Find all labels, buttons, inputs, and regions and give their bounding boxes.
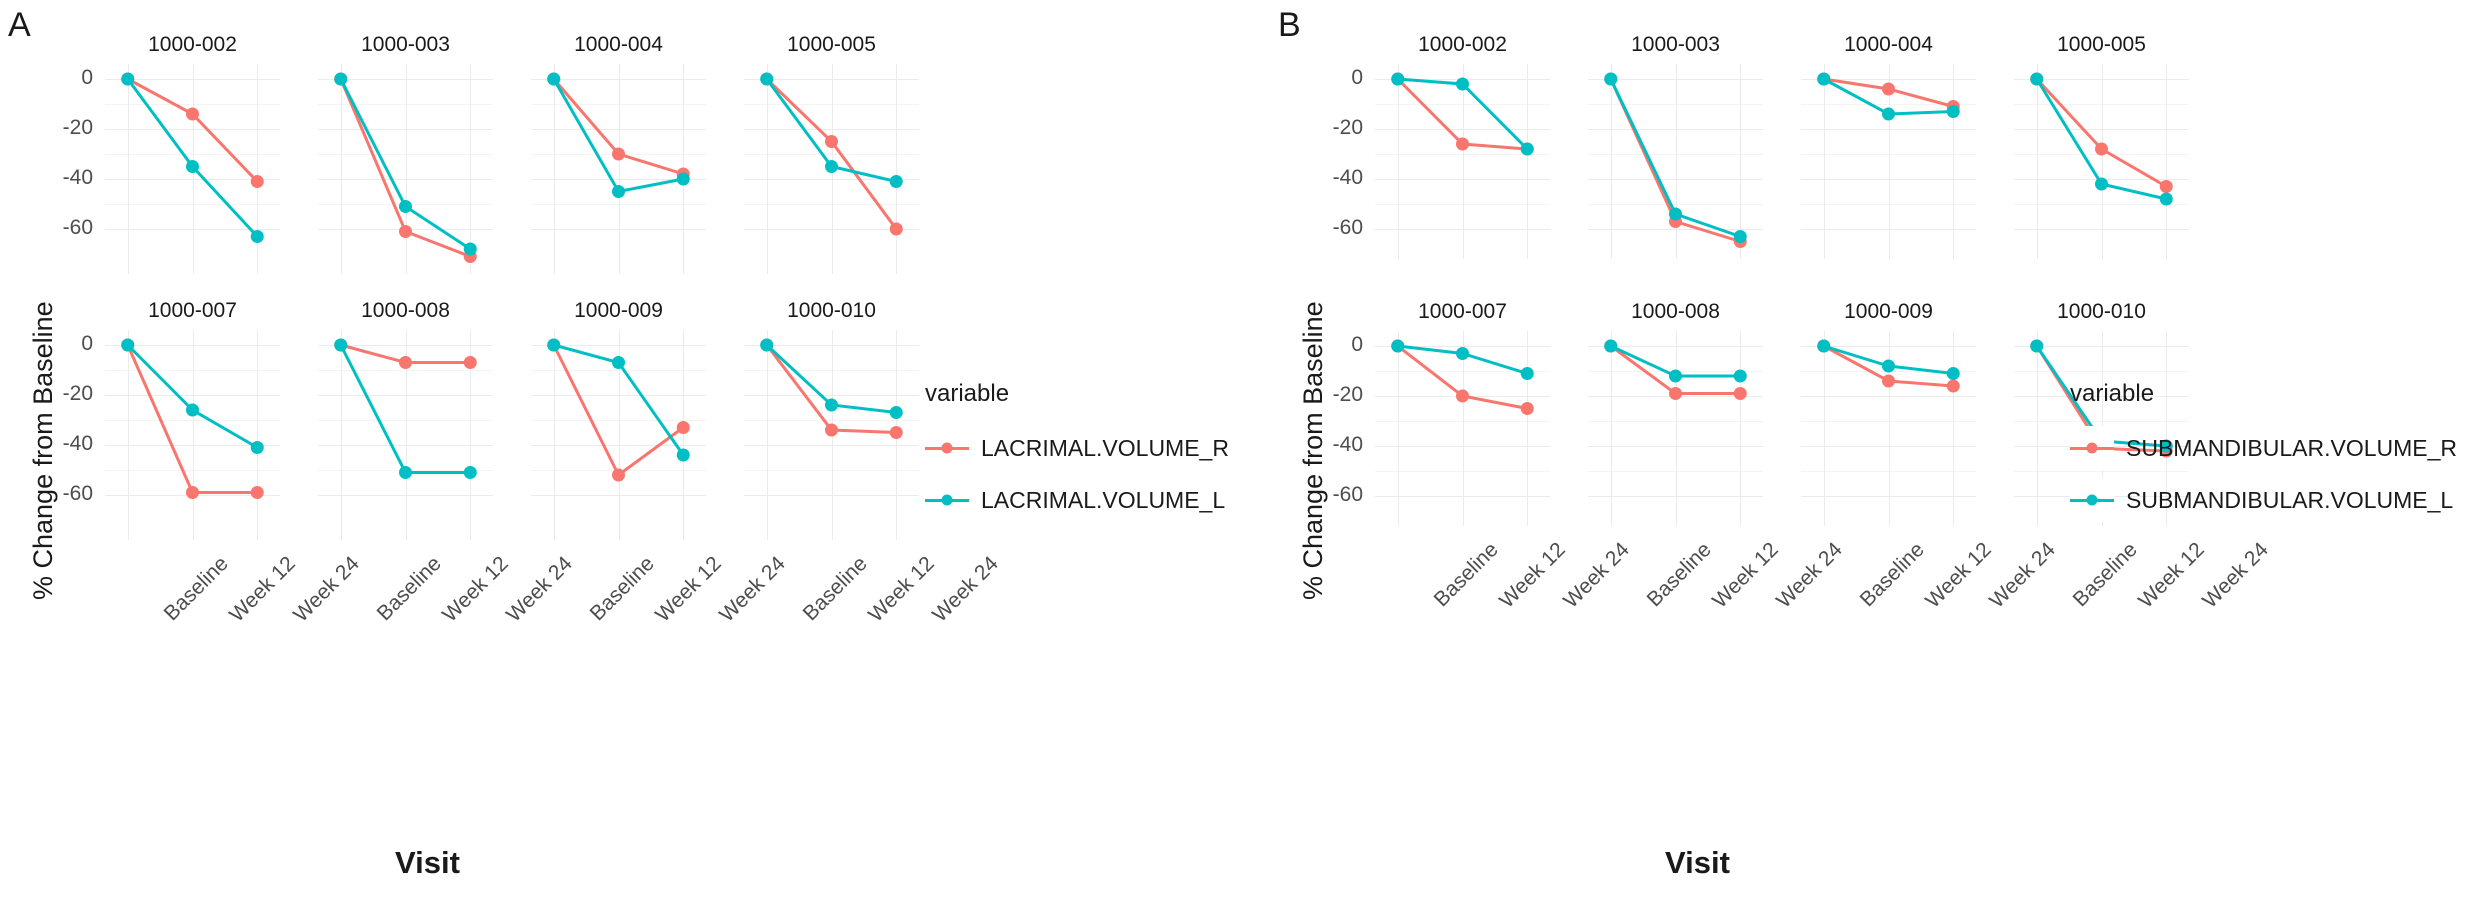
x-tick-label: Baseline bbox=[798, 552, 872, 626]
facet-1000-008 bbox=[1588, 297, 1848, 613]
y-tick-label: -20 bbox=[1332, 116, 1363, 139]
panel-a-y-axis-label: % Change from Baseline bbox=[28, 301, 58, 600]
x-tick-label: Baseline bbox=[1855, 538, 1929, 612]
plot-area bbox=[1588, 331, 1763, 526]
plot-area bbox=[2014, 64, 2189, 259]
series-layer bbox=[2014, 64, 2189, 259]
legend-key-icon bbox=[2070, 478, 2114, 522]
facet-title: 1000-004 bbox=[574, 33, 663, 56]
x-tick-label: Week 24 bbox=[502, 552, 578, 627]
facet-1000-009 bbox=[531, 296, 791, 627]
facet-title: 1000-007 bbox=[148, 299, 237, 322]
plot-area bbox=[105, 64, 280, 274]
x-tick-label: Baseline bbox=[159, 552, 233, 626]
y-tick-label: -40 bbox=[62, 432, 93, 455]
plot-area bbox=[1801, 64, 1976, 259]
series-layer bbox=[1375, 331, 1550, 526]
x-tick-label: Week 12 bbox=[2133, 538, 2209, 613]
x-tick-label: Baseline bbox=[2068, 538, 2142, 612]
x-tick-label: Baseline bbox=[585, 552, 659, 626]
series-layer bbox=[1588, 331, 1763, 526]
panel-b-label: B bbox=[1278, 6, 1301, 44]
y-tick-label: -40 bbox=[1332, 166, 1363, 189]
y-tick-label: -20 bbox=[62, 116, 93, 139]
x-tick-label: Week 12 bbox=[224, 552, 300, 627]
facet-1000-005 bbox=[2014, 30, 2189, 259]
plot-area bbox=[1375, 331, 1550, 526]
x-tick-label: Week 12 bbox=[863, 552, 939, 627]
y-tick-label: 0 bbox=[81, 332, 93, 355]
x-tick-label: Week 24 bbox=[1772, 538, 1848, 613]
panel-b-y-axis-label: % Change from Baseline bbox=[1298, 301, 1328, 600]
facet-title: 1000-005 bbox=[787, 33, 876, 56]
x-tick-label: Week 12 bbox=[1707, 538, 1783, 613]
y-tick-label: -40 bbox=[1332, 433, 1363, 456]
facet-title: 1000-007 bbox=[1418, 300, 1507, 323]
x-tick-label: Baseline bbox=[1642, 538, 1716, 612]
facet-1000-007 bbox=[1332, 297, 1635, 613]
plot-area bbox=[744, 330, 919, 540]
series-layer bbox=[1375, 64, 1550, 259]
facet-title: 1000-005 bbox=[2057, 33, 2146, 56]
facet-title: 1000-008 bbox=[1631, 300, 1720, 323]
panel-b bbox=[1270, 0, 2470, 905]
legend-key-icon bbox=[2070, 426, 2114, 470]
facet-1000-005 bbox=[744, 30, 919, 274]
legend-item[interactable] bbox=[925, 478, 1225, 522]
facet-1000-002 bbox=[1332, 30, 1550, 259]
y-tick-label: 0 bbox=[81, 66, 93, 89]
plot-area bbox=[1801, 331, 1976, 526]
facet-title: 1000-009 bbox=[574, 299, 663, 322]
series-layer bbox=[744, 64, 919, 274]
x-tick-label: Week 24 bbox=[289, 552, 365, 627]
facet-title: 1000-010 bbox=[787, 299, 876, 322]
series-layer bbox=[105, 64, 280, 274]
y-tick-label: 0 bbox=[1351, 333, 1363, 356]
facet-1000-008 bbox=[318, 296, 578, 627]
plot-area bbox=[105, 330, 280, 540]
x-tick-label: Week 24 bbox=[928, 552, 1004, 627]
series-layer bbox=[531, 330, 706, 540]
x-tick-label: Week 12 bbox=[1920, 538, 1996, 613]
legend-item[interactable] bbox=[2070, 478, 2453, 522]
series-layer bbox=[531, 64, 706, 274]
series-layer bbox=[744, 330, 919, 540]
facet-title: 1000-004 bbox=[1844, 33, 1933, 56]
facet-1000-007 bbox=[62, 296, 365, 627]
y-tick-label: -40 bbox=[62, 166, 93, 189]
legend-label: LACRIMAL.VOLUME_L bbox=[981, 486, 1226, 513]
x-tick-label: Week 12 bbox=[1494, 538, 1570, 613]
legend-label: LACRIMAL.VOLUME_R bbox=[981, 434, 1229, 461]
plot-area bbox=[1375, 64, 1550, 259]
legend-item[interactable] bbox=[2070, 426, 2457, 470]
legend-title: variable bbox=[925, 380, 1010, 407]
x-tick-label: Baseline bbox=[1429, 538, 1503, 612]
y-tick-label: -60 bbox=[62, 482, 93, 505]
x-tick-label: Week 24 bbox=[1985, 538, 2061, 613]
legend-label: SUBMANDIBULAR.VOLUME_R bbox=[2126, 434, 2458, 461]
facet-title: 1000-003 bbox=[361, 33, 450, 56]
y-tick-label: -60 bbox=[1332, 483, 1363, 506]
plot-area bbox=[1588, 64, 1763, 259]
x-tick-label: Week 24 bbox=[2198, 538, 2274, 613]
facet-1000-009 bbox=[1801, 297, 2061, 613]
legend-item[interactable] bbox=[925, 426, 1229, 470]
series-layer bbox=[1588, 64, 1763, 259]
panel-a-x-axis-label: Visit bbox=[395, 845, 460, 880]
series-layer bbox=[1801, 64, 1976, 259]
plot-area bbox=[531, 64, 706, 274]
facet-1000-004 bbox=[1801, 30, 1976, 259]
plot-area bbox=[744, 64, 919, 274]
x-tick-label: Week 24 bbox=[715, 552, 791, 627]
facet-1000-002 bbox=[62, 30, 280, 274]
x-tick-label: Week 12 bbox=[437, 552, 513, 627]
facet-title: 1000-010 bbox=[2057, 300, 2146, 323]
plot-area bbox=[318, 64, 493, 274]
facet-1000-004 bbox=[531, 30, 706, 274]
y-tick-label: -20 bbox=[1332, 383, 1363, 406]
panel-b-x-axis-label: Visit bbox=[1665, 845, 1730, 880]
facet-title: 1000-008 bbox=[361, 299, 450, 322]
facet-title: 1000-002 bbox=[148, 33, 237, 56]
series-layer bbox=[1801, 331, 1976, 526]
plot-area bbox=[531, 330, 706, 540]
series-layer bbox=[318, 64, 493, 274]
facet-title: 1000-009 bbox=[1844, 300, 1933, 323]
legend-title: variable bbox=[2070, 380, 2155, 407]
facet-1000-003 bbox=[318, 30, 493, 274]
panel-a-label: A bbox=[8, 6, 31, 44]
y-tick-label: -20 bbox=[62, 382, 93, 405]
plot-area bbox=[318, 330, 493, 540]
x-tick-label: Week 24 bbox=[1559, 538, 1635, 613]
series-layer bbox=[318, 330, 493, 540]
legend-key-icon bbox=[925, 478, 969, 522]
facet-title: 1000-003 bbox=[1631, 33, 1720, 56]
series-layer bbox=[105, 330, 280, 540]
y-tick-label: 0 bbox=[1351, 66, 1363, 89]
x-tick-label: Week 12 bbox=[650, 552, 726, 627]
x-tick-label: Baseline bbox=[372, 552, 446, 626]
y-tick-label: -60 bbox=[62, 216, 93, 239]
legend-key-icon bbox=[925, 426, 969, 470]
facet-title: 1000-002 bbox=[1418, 33, 1507, 56]
legend-label: SUBMANDIBULAR.VOLUME_L bbox=[2126, 486, 2454, 513]
y-tick-label: -60 bbox=[1332, 216, 1363, 239]
facet-1000-003 bbox=[1588, 30, 1763, 259]
